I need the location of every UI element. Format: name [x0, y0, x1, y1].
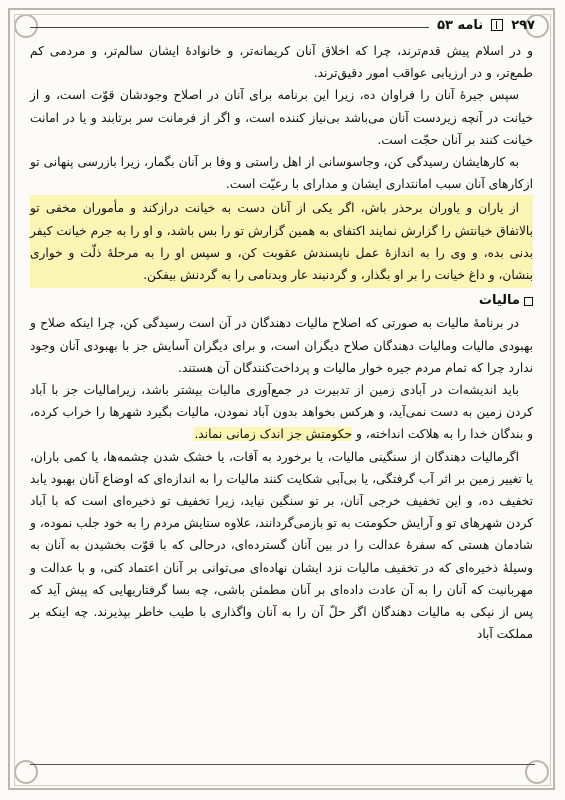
- book-icon: [491, 19, 503, 31]
- letter-label: نامه ۵۳: [437, 17, 484, 33]
- paragraph: به کارهایشان رسیدگی کن، وجاسوسانی از اهل راستی و وفا بر آنان بگمار، زیرا بازرسی پنهانی تو ازکارهای آنان سبب امانتداری ایشان و مدارای با رعیّت است.: [30, 155, 533, 192]
- footer-rule: [30, 764, 535, 765]
- highlighted-paragraph: از یاران و یاوران برحذر باش، اگر یکی از آنان دست به خیانت درازکند و مأموران مخفی تو بالاتفاق خیانتش را گزارش نمایند اکتفای به همین گزارش تو را بس باشد، و او را به جرم خیانت کیفر بدنی بده، و وی را به اندازهٔ عمل ناپسندش عقوبت کن، و سپس او را به مرحلهٔ ذلّت و خواری بنشان، و داغ خیانت را بر او بگذار، و گردنبند عار وبدنامی را به گردنش بیفکن.: [30, 195, 533, 288]
- paragraph: [30, 379, 533, 446]
- paragraph: اگرمالیات دهندگان از سنگینی مالیات، یا برخورد به آفات، یا خشک شدن چشمه‌ها، یا کمی باران، یا تغییر زمین بر اثر آب گرفتگی، یا بی‌آبی شکایت کنند مالیات را به اندازه‌ای که اوضاع آنان بهبود یابد تخفیف ده، و این تخفیف خرجی آنان، بر تو سنگین نیاید، زیرا تخفیف تو ذخیره‌ای است که با آباد کردن شهرهای تو و آرایش حکومتت به تو بازمی‌گردانند، علاوه ستایش مردم را به خود جلب نموده، و شادمان هستی که سفرهٔ عدالت را در بین آنان گسترده‌ای، درحالی که با قوّت بخشیدن به آنان به وسیلهٔ ذخیره‌ای که در تخفیف مالیات نزد ایشان نهاده‌ای می‌توانی بر آنان اعتماد کنی، و با عدالت و مهربانیت که آنان را به آن عادت داده‌ای بر آنان مطمئن باشی، چه بسا گرفتاریهایی که پیش آید که پس از نیکی به مالیات دهندگان اگر حلّ آن را به آنان واگذاری با طیب خاطر بپذیرند. چه اینکه بر مملکت آباد: [30, 449, 533, 642]
- page-number: ۲۹۷: [511, 17, 535, 33]
- header-rule: [30, 27, 429, 28]
- paragraph: در برنامهٔ مالیات به صورتی که اصلاح مالیات دهندگان در آن است رسیدگی کن، چرا اینکه صلاح و بهبودی مالیات ومالیات دهندگان صلاح دیگران است، و برای دیگران آسایش جز با بهبودی آنان وجود ندارد چرا که تمام مردم جیره خوار مالیات و پرداخت‌کنندگان آن هستند.: [30, 316, 533, 375]
- section-title: مالیات: [478, 293, 520, 309]
- paragraph: و در اسلام پیش قدم‌ترند، چرا که اخلاق آنان کریمانه‌تر، و خانوادهٔ ایشان سالم‌تر، و مردمی کم طمع‌تر، و در ارزیابی عواقب امور دقیق‌ترند.: [30, 44, 533, 81]
- paragraph: سپس جیرهٔ آنان را فراوان ده، زیرا این برنامه برای آنان در اصلاح وجودشان قوّت است، و از خیانت در آنچه زیردست آنان می‌باشد بی‌نیاز کننده است، و اگر از فرمانت سر برتابند و یا در امانت خیانت کنند بر آنان حجّت است.: [30, 88, 533, 147]
- paragraph-text: باید اندیشه‌ات در آبادی زمین از تدبیرت در جمع‌آوری مالیات بیشتر باشد، زیرامالیات جز با آباد کردن زمین به دست نمی‌آید، و هرکس بخواهد بدون آباد نمودن، مالیات بگیرد شهرها را خراب کرده، و بندگان خدا را به هلاکت انداخته، و: [30, 383, 533, 442]
- section-heading: [30, 290, 533, 312]
- page-header: [30, 13, 535, 37]
- section-icon: [524, 297, 533, 306]
- highlighted-phrase: حکومتش جز اندک زمانی نماند.: [194, 427, 353, 442]
- page-body: [30, 40, 533, 645]
